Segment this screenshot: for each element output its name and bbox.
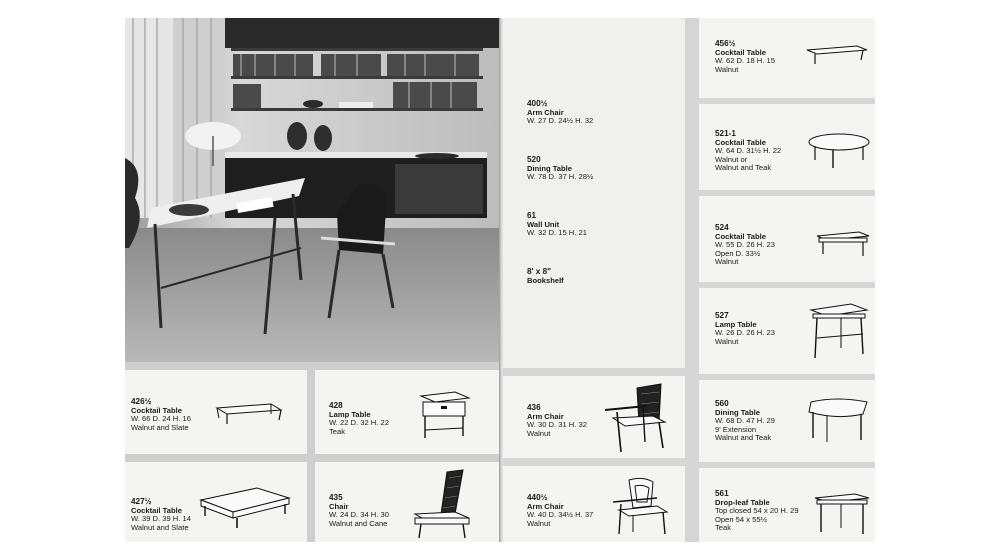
product-number: 435 (329, 493, 343, 502)
list-item (527, 156, 593, 182)
product-finish: Walnut and Cane (329, 518, 388, 528)
room-photo-image (125, 18, 501, 362)
product-name: Lamp Table (715, 319, 757, 329)
product-card-428 (315, 370, 501, 454)
product-dimensions: Top closed 54 x 20 H. 29 (715, 506, 799, 516)
list-item (527, 268, 564, 285)
product-dimensions: W. 62 D. 18 H. 15 (715, 56, 775, 66)
product-dimensions: W. 32 D. 15 H. 21 (527, 228, 587, 238)
product-card-440 (503, 466, 685, 542)
product-name: Dining Table (527, 163, 572, 173)
product-name: Chair (329, 501, 349, 511)
product-card-436 (503, 376, 685, 458)
product-name: Cocktail Table (715, 137, 766, 147)
product-name: Lamp Table (329, 409, 371, 419)
product-dimensions: W. 24 D. 34 H. 30 (329, 510, 389, 520)
product-dimensions: W. 22 D. 32 H. 22 (329, 418, 389, 428)
product-name: Drop-leaf Table (715, 497, 770, 507)
product-finish: Walnut and Slate (131, 522, 189, 532)
product-dimensions: W. 68 D. 47 H. 29 (715, 416, 775, 426)
product-number: 61 (527, 211, 537, 220)
lamp-table-icon (415, 386, 475, 442)
product-finish: Teak (715, 523, 732, 533)
product-number: 561 (715, 489, 729, 498)
cocktail-table-icon (213, 400, 285, 430)
product-number: 426½ (131, 397, 152, 406)
product-name: Arm Chair (527, 411, 564, 421)
left-page (125, 18, 501, 542)
product-dimensions: W. 39 D. 39 H. 14 (131, 514, 191, 524)
product-dimensions: W. 30 D. 31 H. 32 (527, 420, 587, 430)
product-number: 427½ (131, 497, 152, 506)
product-number: 436 (527, 403, 541, 412)
product-name: Arm Chair (527, 501, 564, 511)
product-dimensions: W. 27 D. 24½ H. 32 (527, 116, 594, 126)
product-card-435 (315, 462, 501, 542)
product-card-527 (699, 288, 875, 374)
product-dimensions: W. 78 D. 37 H. 28½ (527, 172, 594, 182)
drop-leaf-table-icon (813, 488, 871, 538)
right-page (503, 18, 875, 542)
lounge-arm-chair-icon (611, 476, 671, 538)
square-cocktail-table-icon (197, 482, 293, 530)
product-dimensions: W. 66 D. 24 H. 16 (131, 414, 191, 424)
product-number: 400½ (527, 99, 548, 108)
product-finish: Walnut (715, 64, 739, 74)
product-finish: Walnut and Teak (715, 163, 772, 173)
product-finish: Walnut (715, 257, 739, 267)
product-dimensions: W. 40 D. 34½ H. 37 (527, 510, 594, 520)
product-finish: Open D. 33½ (715, 248, 761, 258)
product-number: 8' x 8" (527, 267, 552, 276)
product-finish: Walnut (527, 518, 551, 528)
product-name: Cocktail Table (715, 47, 766, 57)
cocktail-table-icon (805, 42, 869, 68)
item-list-panel (503, 18, 685, 368)
product-card-524 (699, 196, 875, 282)
product-finish: Open 54 x 55½ (715, 514, 767, 524)
catalog-spread (125, 18, 875, 542)
arm-chair-icon (603, 382, 673, 456)
product-dimensions: W. 55 D. 26 H. 23 (715, 240, 775, 250)
product-card-427 (125, 462, 307, 542)
product-dimensions: W. 64 D. 31½ H. 22 (715, 146, 782, 156)
product-number: 440½ (527, 493, 548, 502)
product-card-561 (699, 468, 875, 542)
product-card-426 (125, 370, 307, 454)
product-number: 560 (715, 399, 729, 408)
product-card-560 (699, 380, 875, 462)
product-number: 520 (527, 155, 541, 164)
product-number: 456½ (715, 39, 736, 48)
cane-chair-icon (409, 468, 479, 540)
product-name: Arm Chair (527, 107, 564, 117)
list-item (527, 100, 593, 126)
product-finish: Walnut and Teak (715, 433, 772, 443)
product-finish: Walnut (527, 428, 551, 438)
lamp-table-icon (807, 298, 869, 364)
room-photo (125, 18, 501, 362)
product-name: Cocktail Table (131, 505, 182, 515)
product-finish: Walnut or (715, 154, 748, 164)
product-name: Bookshelf (527, 275, 564, 285)
oval-cocktail-table-icon (807, 130, 871, 170)
product-name: Dining Table (715, 407, 760, 417)
list-item (527, 212, 587, 238)
product-finish: Teak (329, 426, 346, 436)
product-card-456 (699, 18, 875, 98)
product-finish: 9' Extension (715, 424, 757, 434)
product-dimensions: W. 26 D. 26 H. 23 (715, 328, 775, 338)
product-number: 428 (329, 401, 343, 410)
product-number: 524 (715, 223, 729, 232)
dining-table-icon (805, 394, 871, 444)
product-finish: Walnut and Slate (131, 422, 189, 432)
product-card-521 (699, 104, 875, 190)
product-number: 527 (715, 311, 729, 320)
product-name: Cocktail Table (715, 231, 766, 241)
product-number: 521-1 (715, 129, 736, 138)
product-finish: Walnut (715, 336, 739, 346)
extending-table-icon (815, 230, 871, 260)
product-name: Cocktail Table (131, 405, 182, 415)
product-name: Wall Unit (527, 219, 560, 229)
